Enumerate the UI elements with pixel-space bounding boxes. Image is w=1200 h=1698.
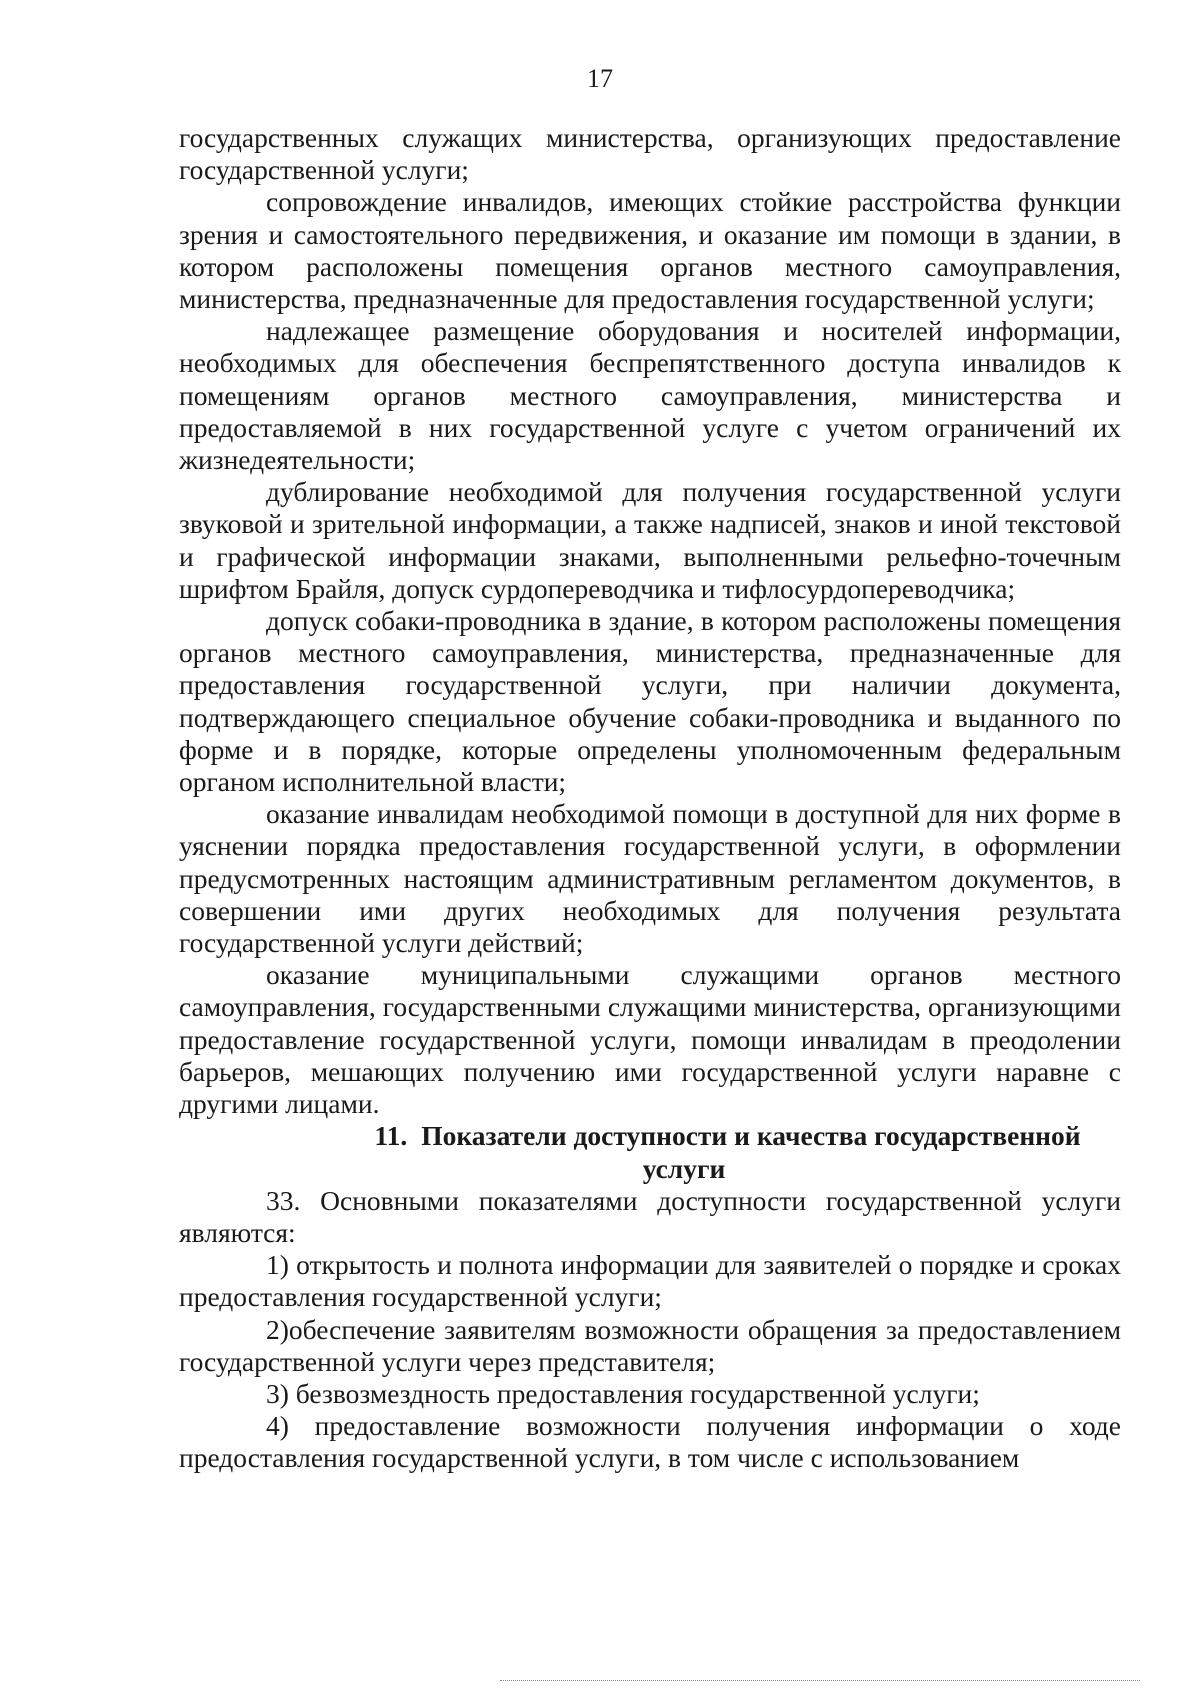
section-title: Показатели доступности и качества государственной услуги: [421, 1120, 1081, 1184]
section-number: 11.: [374, 1120, 408, 1152]
list-item: 4) предоставление возможности получения информации о ходе предоставления государственной услуги, в том числе с использованием: [179, 1410, 1121, 1474]
list-item: 1) открытость и полнота информации для заявителей о порядке и сроках предоставления государственной услуги;: [179, 1249, 1121, 1313]
list-item: 3) безвозмездность предоставления государственной услуги;: [266, 1377, 980, 1409]
page-number: 17: [587, 64, 613, 93]
paragraph: надлежащее размещение оборудования и носителей информации, необходимых для обеспечения беспрепятственного доступа инвалидов к помещениям органов местного самоуправления, министерства и предоставляемой в них государственной услуге с учетом ограничений их жизнедеятельности;: [179, 315, 1121, 476]
bottom-divider: [500, 1680, 1140, 1681]
paragraph: государственных служащих министерства, организующих предоставление государственной услуги;: [179, 122, 1121, 186]
paragraph: 33. Основными показателями доступности государственной услуги являются:: [179, 1184, 1121, 1248]
paragraph: оказание инвалидам необходимой помощи в доступной для них форме в уяснении порядка предоставления государственной услуги, в оформлении предусмотренных настоящим административным регламентом документов, в совершении ими других необходимых для получения результата государственной услуги действий;: [179, 798, 1121, 959]
section-heading: [179, 1120, 1121, 1184]
list-item: 2)обеспечение заявителям возможности обращения за предоставлением государственной услуги через представителя;: [179, 1313, 1121, 1377]
paragraph: оказание муниципальными служащими органов местного самоуправления, государственными служащими министерства, организующими предоставление государственной услуги, помощи инвалидам в преодолении барьеров, мешающих получению ими государственной услуги наравне с другими лицами.: [179, 959, 1121, 1120]
paragraph: сопровождение инвалидов, имеющих стойкие расстройства функции зрения и самостоятельного передвижения, и оказание им помощи в здании, в котором расположены помещения органов местного самоуправления, министерства, предназначенные для предоставления государственной услуги;: [179, 186, 1121, 315]
paragraph: допуск собаки-проводника в здание, в котором расположены помещения органов местного самоуправления, министерства, предназначенные для предоставления государственной услуги, при наличии документа, подтверждающего специальное обучение собаки-проводника и выданного по форме и в порядке, которые определены уполномоченным федеральным органом исполнительной власти;: [179, 605, 1121, 798]
document-body: [179, 122, 1121, 1475]
paragraph: дублирование необходимой для получения государственной услуги звуковой и зрительной информации, а также надписей, знаков и иной текстовой и графической информации знаками, выполненными рельефно-точечным шрифтом Брайля, допуск сурдопереводчика и тифлосурдопереводчика;: [179, 476, 1121, 604]
